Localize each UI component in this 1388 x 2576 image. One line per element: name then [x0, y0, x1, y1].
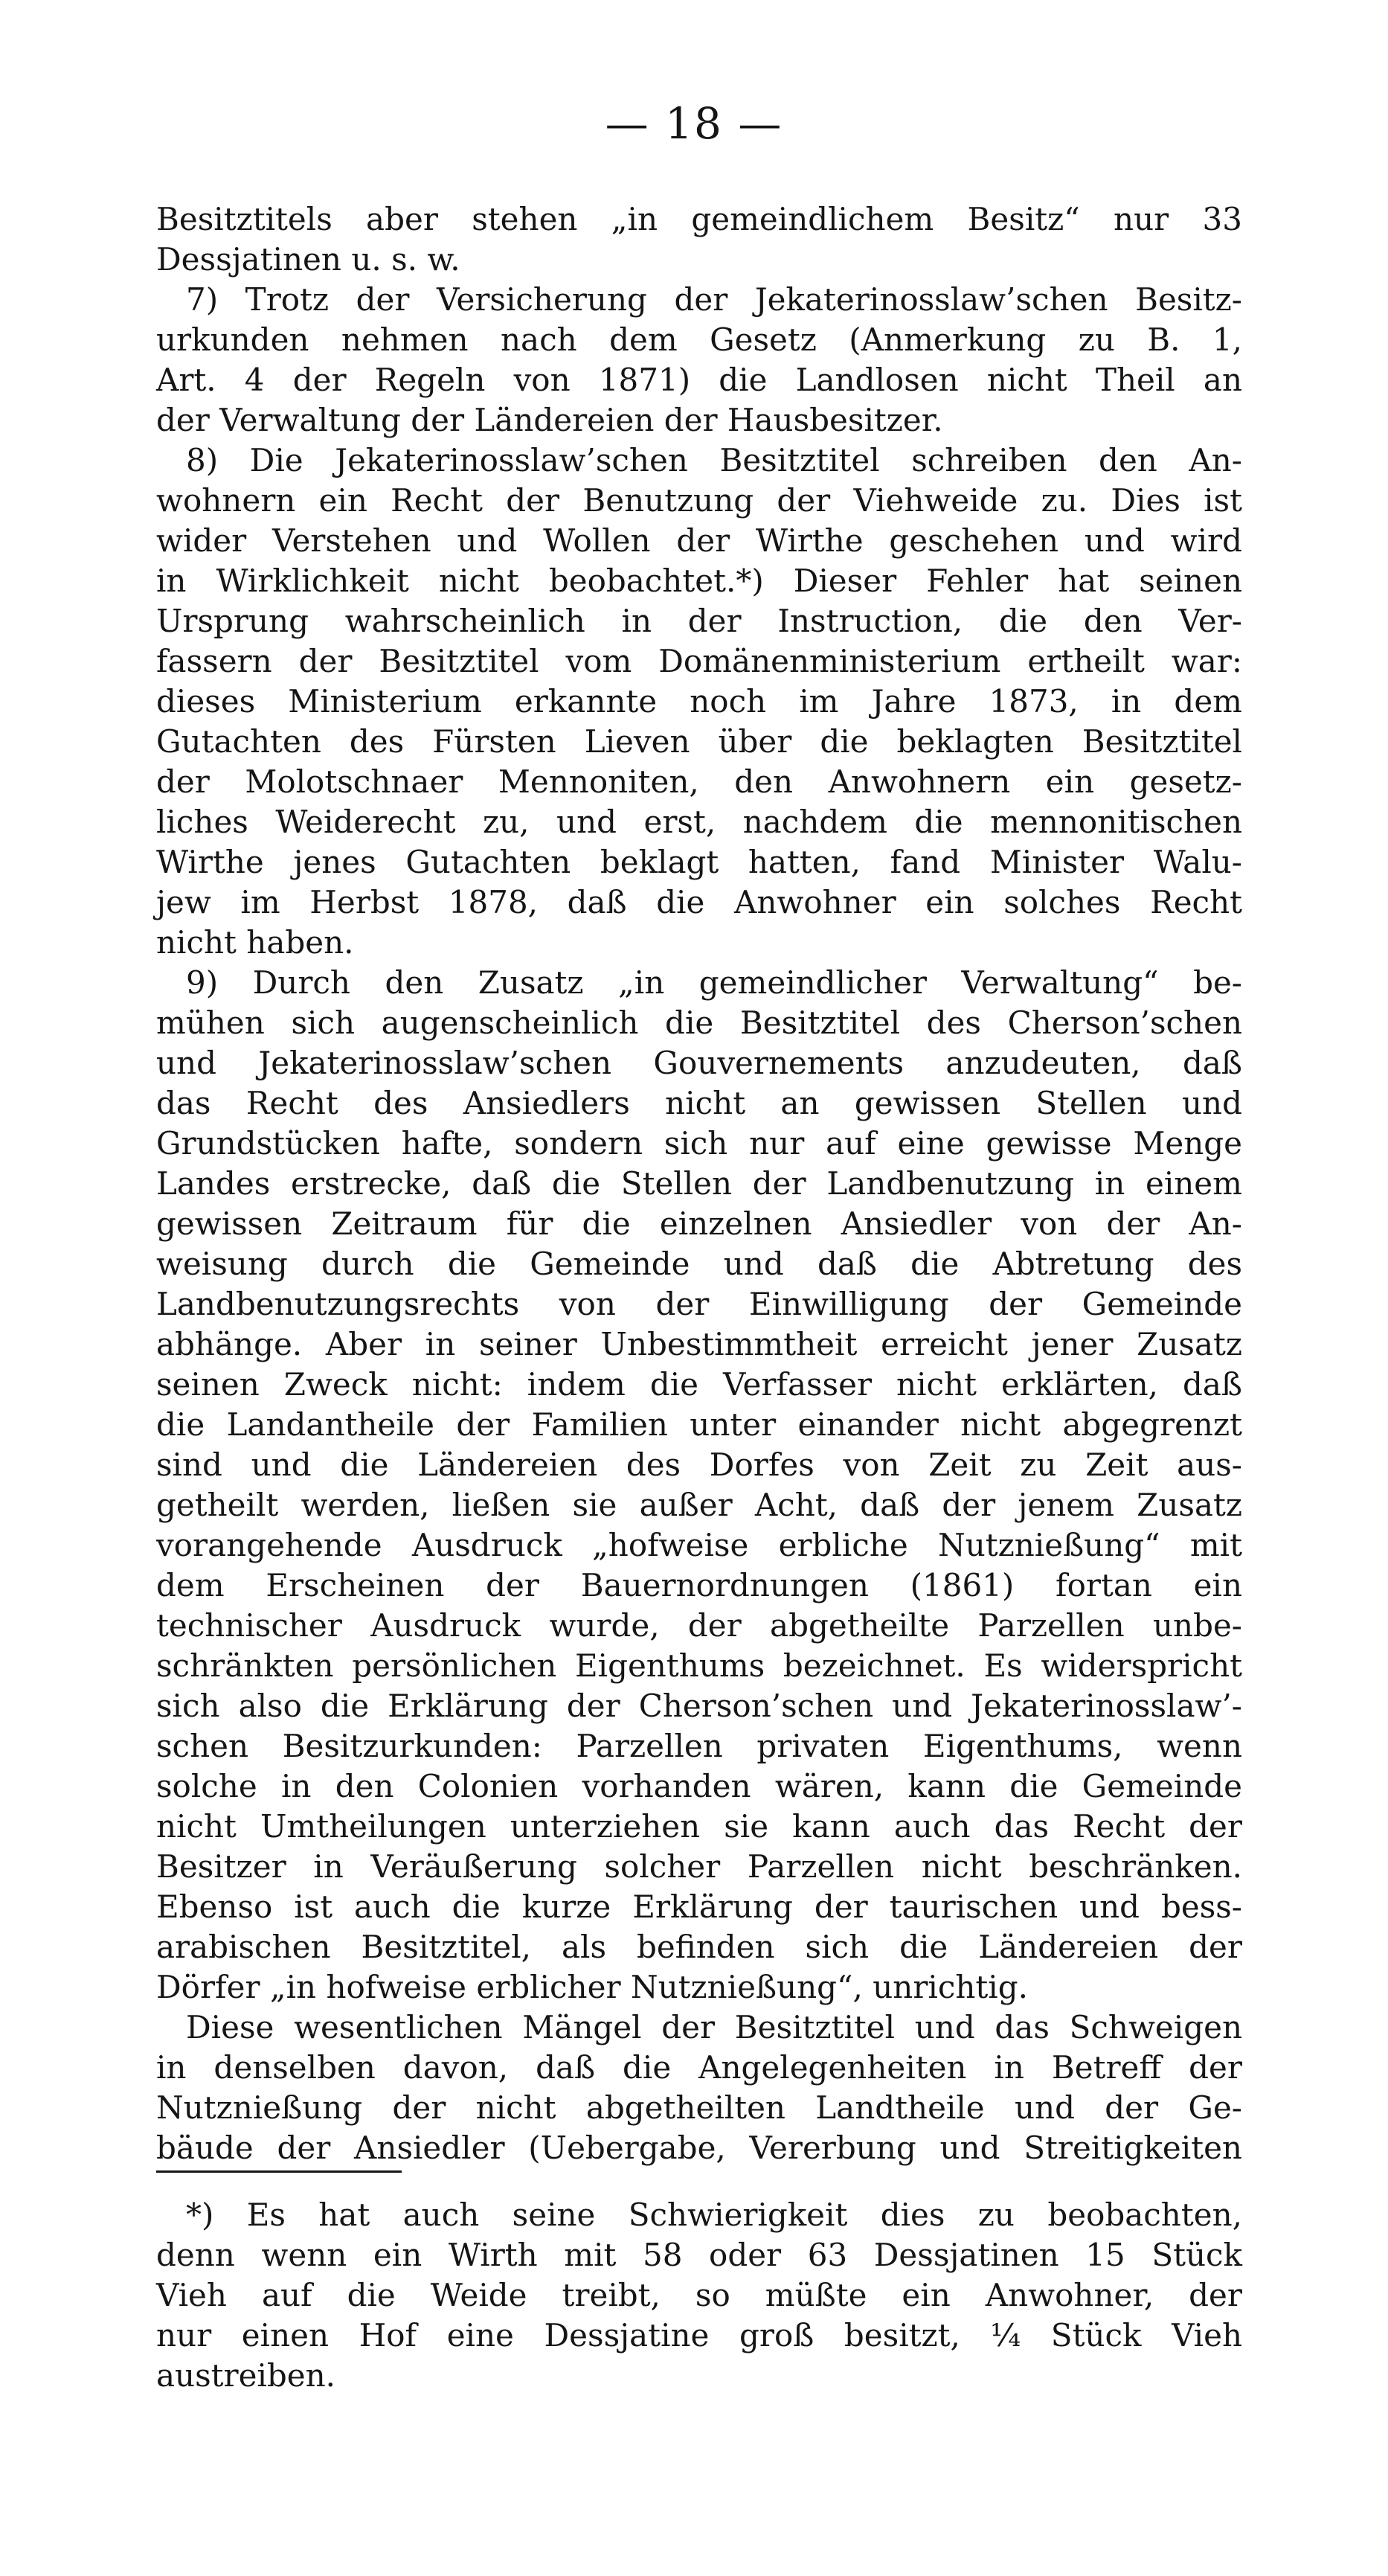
- text-line: Gutachten des Fürsten Lieven über die beklagten Besitztitel: [156, 723, 1242, 760]
- text-line: Ebenso ist auch die kurze Erklärung der taurischen und bess-: [156, 1888, 1242, 1925]
- text-line: Dessjatinen u. s. w.: [156, 241, 460, 278]
- text-line: gewissen Zeitraum für die einzelnen Ansiedler von der An-: [156, 1205, 1242, 1242]
- text-line: in Wirklichkeit nicht beobachtet.*) Dieser Fehler hat seinen: [156, 563, 1242, 599]
- text-line: Grundstücken hafte, sondern sich nur auf eine gewisse Menge: [156, 1125, 1242, 1162]
- text-line: und Jekaterinosslaw’schen Gouvernements anzudeuten, daß: [156, 1045, 1242, 1081]
- text-line: solche in den Colonien vorhanden wären, kann die Gemeinde: [156, 1768, 1242, 1804]
- text-line: der Verwaltung der Ländereien der Hausbesitzer.: [156, 402, 943, 438]
- text-line: wider Verstehen und Wollen der Wirthe geschehen und wird: [156, 522, 1242, 559]
- text-line: das Recht des Ansiedlers nicht an gewissen Stellen und: [156, 1085, 1242, 1121]
- footnote-line: *) Es hat auch seine Schwierigkeit dies zu beobachten,: [186, 2197, 1242, 2233]
- text-line: 7) Trotz der Versicherung der Jekaterinosslaw’schen Besitz-: [186, 281, 1242, 318]
- text-line: jew im Herbst 1878, daß die Anwohner ein solches Recht: [156, 884, 1242, 920]
- text-line: 8) Die Jekaterinosslaw’schen Besitztitel schreiben den An-: [186, 442, 1242, 478]
- text-line: seinen Zweck nicht: indem die Verfasser nicht erklärten, daß: [156, 1366, 1242, 1403]
- text-line: technischer Ausdruck wurde, der abgetheilte Parzellen unbe-: [156, 1607, 1242, 1644]
- text-line: arabischen Besitztitel, als befinden sich die Ländereien der: [156, 1929, 1242, 1965]
- text-line: schränkten persönlichen Eigenthums bezeichnet. Es widerspricht: [156, 1647, 1242, 1684]
- footnote-line: Vieh auf die Weide treibt, so müßte ein Anwohner, der: [156, 2277, 1242, 2313]
- text-line: Landes erstrecke, daß die Stellen der Landbenutzung in einem: [156, 1165, 1242, 1202]
- text-line: vorangehende Ausdruck „hofweise erbliche Nutznießung“ mit: [156, 1527, 1242, 1563]
- text-line: 9) Durch den Zusatz „in gemeindlicher Verwaltung“ be-: [186, 964, 1242, 1001]
- text-line: Landbenutzungsrechts von der Einwilligung der Gemeinde: [156, 1286, 1242, 1322]
- text-line: Art. 4 der Regeln von 1871) die Landlosen nicht Theil an: [156, 362, 1242, 398]
- text-line: die Landantheile der Familien unter einander nicht abgegrenzt: [156, 1406, 1242, 1443]
- text-line: getheilt werden, ließen sie außer Acht, daß der jenem Zusatz: [156, 1487, 1242, 1523]
- text-line: in denselben davon, daß die Angelegenheiten in Betreff der: [156, 2049, 1242, 2086]
- footnote-divider: [156, 2170, 402, 2173]
- text-line: liches Weiderecht zu, und erst, nachdem die mennonitischen: [156, 804, 1242, 840]
- text-line: dieses Ministerium erkannte noch im Jahre 1873, in dem: [156, 683, 1242, 720]
- text-line: bäude der Ansiedler (Uebergabe, Vererbung und Streitigkeiten: [156, 2130, 1242, 2166]
- text-line: abhänge. Aber in seiner Unbestimmtheit erreicht jener Zusatz: [156, 1326, 1242, 1362]
- footnote-line: austreiben.: [156, 2357, 336, 2394]
- footnote-line: denn wenn ein Wirth mit 58 oder 63 Dessjatinen 15 Stück: [156, 2237, 1242, 2273]
- main-text: [156, 199, 1242, 2168]
- text-line: Dörfer „in hofweise erblicher Nutznießung“, unrichtig.: [156, 1969, 1028, 2005]
- text-line: Ursprung wahrscheinlich in der Instruction, die den Ver-: [156, 603, 1242, 639]
- text-line: nicht haben.: [156, 924, 354, 961]
- text-line: sind und die Ländereien des Dorfes von Zeit zu Zeit aus-: [156, 1446, 1242, 1483]
- footnote-line: nur einen Hof eine Dessjatine groß besitzt, ¼ Stück Vieh: [156, 2317, 1242, 2354]
- text-line: fassern der Besitztitel vom Domänenministerium ertheilt war:: [156, 643, 1242, 679]
- text-line: schen Besitzurkunden: Parzellen privaten Eigenthums, wenn: [156, 1728, 1242, 1764]
- text-line: dem Erscheinen der Bauernordnungen (1861) fortan ein: [156, 1567, 1242, 1603]
- text-line: nicht Umtheilungen unterziehen sie kann auch das Recht der: [156, 1808, 1242, 1845]
- text-line: Wirthe jenes Gutachten beklagt hatten, fand Minister Walu-: [156, 844, 1242, 880]
- text-line: Nutznießung der nicht abgetheilten Landtheile und der Ge-: [156, 2089, 1242, 2126]
- text-line: wohnern ein Recht der Benutzung der Viehweide zu. Dies ist: [156, 482, 1242, 519]
- footnote: [156, 2195, 1242, 2396]
- text-line: sich also die Erklärung der Cherson’schen und Jekaterinosslaw’-: [156, 1688, 1242, 1724]
- text-line: Besitztitels aber stehen „in gemeindlichem Besitz“ nur 33: [156, 201, 1242, 237]
- text-line: Besitzer in Veräußerung solcher Parzellen nicht beschränken.: [156, 1848, 1242, 1885]
- text-line: weisung durch die Gemeinde und daß die Abtretung des: [156, 1246, 1242, 1282]
- page-number: — 18 —: [605, 98, 783, 149]
- text-line: urkunden nehmen nach dem Gesetz (Anmerkung zu B. 1,: [156, 321, 1242, 358]
- text-line: der Molotschnaer Mennoniten, den Anwohnern ein gesetz-: [156, 763, 1242, 800]
- text-line: Diese wesentlichen Mängel der Besitztitel und das Schweigen: [186, 2009, 1242, 2045]
- text-line: mühen sich augenscheinlich die Besitztitel des Cherson’schen: [156, 1005, 1242, 1041]
